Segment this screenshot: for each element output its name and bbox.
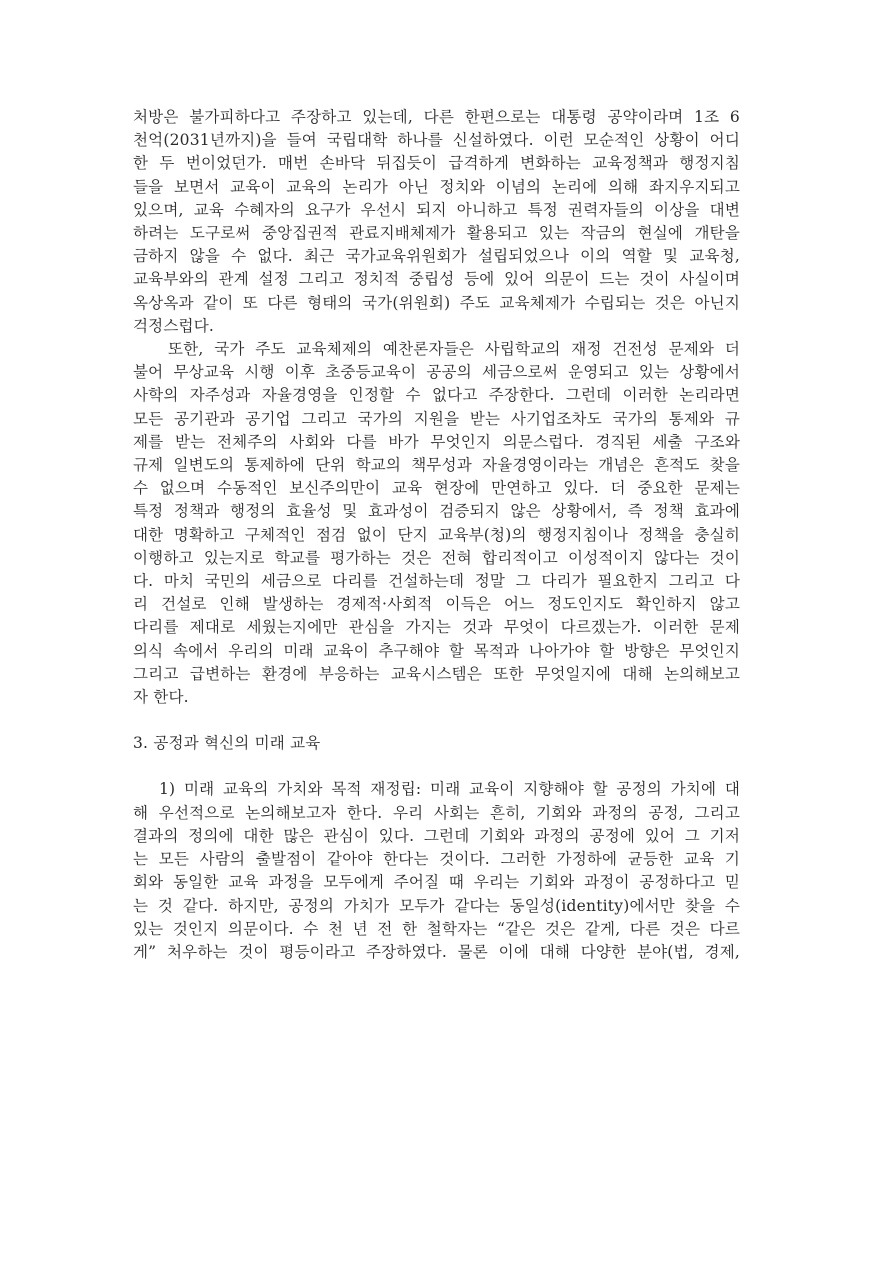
text-line: 대한 명확하고 구체적인 점검 없이 단지 교육부(청)의 행정지침이나 정책을 충실히 [133, 525, 740, 544]
text-line: 제를 받는 전체주의 사회와 다를 바가 무엇인지 의문스럽다. 경직된 세출 구조와 [133, 432, 740, 451]
text-line: 1) 미래 교육의 가치와 목적 재정립: 미래 교육이 지향해야 할 공정의 가치에 대 [159, 780, 740, 799]
text-line: 또한, 국가 주도 교육체제의 예찬론자들은 사립학교의 재정 건전성 문제와 더 [168, 340, 740, 359]
text-line: 그리고 급변하는 환경에 부응하는 교육시스템은 또한 무엇일지에 대해 논의해보고 [133, 664, 740, 683]
text-line: 해 우선적으로 논의해보고자 한다. 우리 사회는 흔히, 기회와 과정의 공정, 그리고 [133, 803, 740, 822]
paragraph-1 [133, 106, 740, 338]
text-line: 있는 것인지 의문이다. 수 천 년 전 한 철학자는 “같은 것은 같게, 다른 것은 다르 [133, 919, 740, 938]
text-line: 규제 일변도의 통제하에 단위 학교의 책무성과 자율경영이라는 개념은 흔적도 찾을 [133, 456, 740, 475]
text-line: 자 한다. [133, 688, 189, 707]
text-line: 회와 동일한 교육 과정을 모두에게 주어질 때 우리는 기회와 과정이 공정하다고 믿 [133, 873, 740, 892]
section-heading: 3. 공정과 혁신의 미래 교육 [133, 734, 321, 753]
text-line: 옥상옥과 같이 또 다른 형태의 국가(위원회) 주도 교육체제가 수립되는 것은 아닌지 [133, 293, 740, 312]
text-line: 처방은 불가피하다고 주장하고 있는데, 다른 한편으로는 대통령 공약이라며 1조 6 [133, 108, 740, 126]
text-line: 들을 보면서 교육이 교육의 논리가 아닌 정치와 이념의 논리에 의해 좌지우지되고 [133, 177, 740, 196]
text-line: 의식 속에서 우리의 미래 교육이 추구해야 할 목적과 나아가야 할 방향은 무엇인지 [133, 641, 740, 660]
text-line: 이행하고 있는지로 학교를 평가하는 것은 전혀 합리적이고 이성적이지 않다는 것이 [133, 548, 740, 567]
paragraph-3 [133, 778, 740, 964]
text-line: 는 것 같다. 하지만, 공정의 가치가 모두가 같다는 동일성(identity)에서만 찾을 수 [133, 896, 740, 915]
text-line: 천억(2031년까지)을 들여 국립대학 하나를 신설하였다. 이런 모순적인 상황이 어디 [133, 131, 740, 150]
text-line: 다. 마치 국민의 세금으로 다리를 건설하는데 정말 그 다리가 필요한지 그리고 다 [133, 572, 740, 591]
text-line: 특정 정책과 행정의 효율성 및 효과성이 검증되지 않은 상황에서, 즉 정책 효과에 [133, 502, 740, 521]
text-line: 한 두 번이었던가. 매번 손바닥 뒤집듯이 급격하게 변화하는 교육정책과 행정지침 [133, 154, 740, 173]
text-line: 있으며, 교육 수혜자의 요구가 우선시 되지 아니하고 특정 권력자들의 이상을 대변 [133, 200, 740, 219]
text-line: 불어 무상교육 시행 이후 초중등교육이 공공의 세금으로써 운영되고 있는 상황에서 [133, 363, 740, 382]
document-text-block [133, 106, 740, 964]
paragraph-2 [133, 338, 740, 709]
text-line: 하려는 도구로써 중앙집권적 관료지배체제가 활용되고 있는 작금의 현실에 개탄을 [133, 224, 740, 243]
text-line: 사학의 자주성과 자율경영을 인정할 수 없다고 주장한다. 그런데 이러한 논리라면 [133, 386, 740, 405]
text-line: 수 없으며 수동적인 보신주의만이 교육 현장에 만연하고 있다. 더 중요한 문제는 [133, 479, 740, 498]
text-line: 게” 처우하는 것이 평등이라고 주장하였다. 물론 이에 대해 다양한 분야(법, 경제, [133, 942, 740, 961]
text-line: 걱정스럽다. [133, 316, 214, 335]
text-line: 모든 공기관과 공기업 그리고 국가의 지원을 받는 사기업조차도 국가의 통제와 규 [133, 409, 740, 428]
text-line: 교육부와의 관계 설정 그리고 정치적 중립성 등에 있어 의문이 드는 것이 사실이며 [133, 270, 740, 289]
text-line: 결과의 정의에 대한 많은 관심이 있다. 그런데 기회와 과정의 공정에 있어 그 기저 [133, 826, 740, 845]
text-line: 금하지 않을 수 없다. 최근 국가교육위원회가 설립되었으나 이의 역할 및 교육청, [133, 247, 740, 266]
text-line: 는 모든 사람의 출발점이 같아야 한다는 것이다. 그러한 가정하에 균등한 교육 기 [133, 850, 740, 869]
text-line: 리 건설로 인해 발생하는 경제적·사회적 이득은 어느 정도인지도 확인하지 않고 [133, 595, 740, 614]
text-line: 다리를 제대로 세웠는지에만 관심을 가지는 것과 무엇이 다르겠는가. 이러한 문제 [133, 618, 740, 637]
